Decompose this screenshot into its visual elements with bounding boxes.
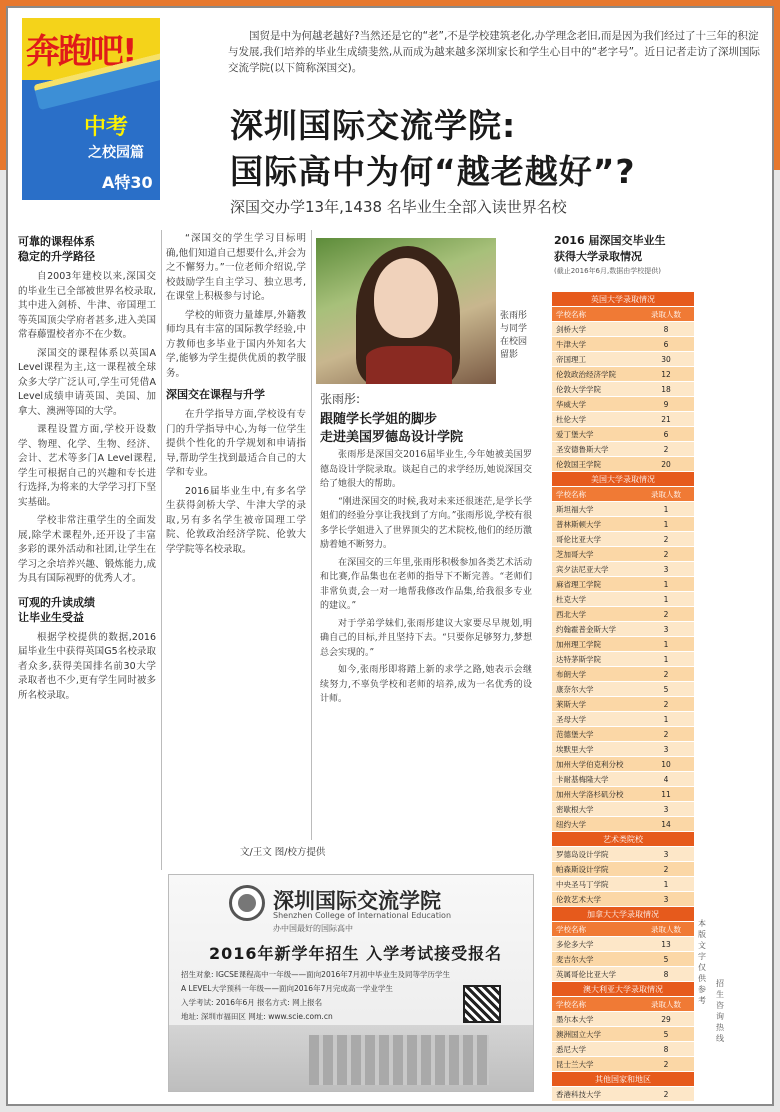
school-name: 纽约大学	[556, 820, 586, 829]
header-school: 学校名称	[556, 490, 586, 499]
table-row	[552, 1042, 694, 1057]
table-row	[552, 892, 694, 907]
table-row	[552, 397, 694, 412]
header-school: 学校名称	[556, 310, 586, 319]
table-row	[552, 952, 694, 967]
table-row	[552, 442, 694, 457]
table-row	[552, 607, 694, 622]
margin-note: 本版文字仅供参考	[698, 919, 706, 1005]
school-name: 伦敦大学学院	[556, 385, 601, 394]
school-name: 英属哥伦比亚大学	[556, 970, 616, 979]
ad-line: 入学考试: 2016年6月 报名方式: 网上报名	[181, 998, 323, 1007]
admit-count: 20	[661, 460, 671, 469]
admissions-table	[552, 292, 694, 1102]
school-name: 宾夕法尼亚大学	[556, 565, 609, 574]
admit-count: 5	[663, 955, 669, 964]
photo-face-shape	[374, 258, 438, 338]
header-count: 录取人数	[651, 1000, 681, 1009]
margin-note-2: 招生咨询热线	[716, 979, 724, 1043]
column-divider	[311, 230, 312, 840]
admit-count: 3	[663, 895, 669, 904]
left-heading-2b: 让毕业生受益	[18, 610, 84, 624]
admit-count: 2	[663, 730, 669, 739]
school-name: 杜克大学	[556, 595, 586, 604]
admit-count: 2	[663, 700, 669, 709]
feature-para: 在深国交的三年里,张雨彤积极参加各类艺术活动和比赛,作品集也在老师的指导下不断完善。“老师们非常负责,会一对一地帮我修改作品集,给我很多专业的建议。”	[320, 557, 532, 611]
middle-heading: 深国交在课程与升学	[166, 388, 265, 401]
table-row	[552, 862, 694, 877]
school-crest-icon	[229, 885, 265, 921]
admit-count: 2	[663, 1090, 669, 1099]
middle-para: 在升学指导方面,学校设有专门的升学指导中心,为每一位学生提供个性化的升学规划和申请指导,帮助学生找到最适合自己的大学和专业。	[166, 409, 306, 478]
school-name: 澳洲国立大学	[556, 1030, 601, 1039]
table-row	[552, 787, 694, 802]
left-heading-2	[18, 595, 156, 625]
admit-count: 8	[663, 970, 669, 979]
middle-column	[166, 232, 306, 836]
admit-count: 4	[663, 775, 669, 784]
school-name: 墨尔本大学	[556, 1015, 594, 1024]
school-name: 卡耐基梅隆大学	[556, 775, 609, 784]
logo-title: 奔跑吧!	[26, 32, 136, 72]
admit-count: 6	[663, 430, 669, 439]
table-row	[552, 367, 694, 382]
table-header-row	[552, 307, 694, 322]
table-row	[552, 727, 694, 742]
left-heading-1b: 稳定的升学路径	[18, 250, 95, 263]
left-para: 深国交的课程体系以英国A Level课程为主,这一课程被全球众多大学广泛认可,学生可凭借A Level成绩申请英国、美国、加拿大、澳洲等国的大学。	[18, 347, 156, 417]
school-name: 普林斯顿大学	[556, 520, 601, 529]
school-name: 密歇根大学	[556, 805, 594, 814]
admit-count: 14	[661, 820, 671, 829]
ad-slogan: 办中国最好的国际高中	[273, 924, 353, 933]
table-row	[552, 802, 694, 817]
admit-count: 2	[663, 865, 669, 874]
school-name: 中央圣马丁学院	[556, 880, 609, 889]
admit-count: 1	[663, 520, 669, 529]
qr-code-icon	[463, 985, 501, 1023]
table-row	[552, 427, 694, 442]
school-name: 埃默里大学	[556, 745, 594, 754]
admit-count: 29	[661, 1015, 671, 1024]
school-name: 昆士兰大学	[556, 1060, 594, 1069]
logo-exam: 中考	[84, 115, 129, 140]
byline: 文/王文 图/校方提供	[240, 847, 326, 858]
ad-school-name: 深圳国际交流学院	[273, 889, 441, 913]
table-row	[552, 967, 694, 982]
admit-count: 2	[663, 610, 669, 619]
table-row	[552, 757, 694, 772]
school-name: 牛津大学	[556, 340, 586, 349]
table-row	[552, 337, 694, 352]
school-name: 麻省理工学院	[556, 580, 601, 589]
school-name: 芝加哥大学	[556, 550, 594, 559]
admit-count: 12	[661, 370, 671, 379]
school-name: 华威大学	[556, 400, 586, 409]
left-para: 课程设置方面,学校开设数学、物理、化学、生物、经济、会计、艺术等多门A Level课程,学生可根据自己的兴趣和专长进行选择,为将来的大学学习打下坚实基础。	[18, 424, 156, 508]
table-row	[552, 1012, 694, 1027]
admit-count: 5	[663, 685, 669, 694]
feature-para: “刚进深国交的时候,我对未来还很迷茫,是学长学姐们的经验分享让我找到了方向。”张雨彤说,学校有很多学长学姐进入了世界顶尖的艺术院校,他们的经历激励着她不断努力。	[320, 496, 532, 550]
table-row	[552, 547, 694, 562]
admit-count: 11	[661, 790, 671, 799]
headline-line-1: 深圳国际交流学院:	[230, 106, 517, 145]
header-count: 录取人数	[651, 490, 681, 499]
table-section-heading: 澳大利亚大学录取情况	[552, 982, 694, 997]
table-row	[552, 412, 694, 427]
student-photo	[316, 238, 496, 384]
school-name: 伦敦国王学院	[556, 460, 601, 469]
school-name: 莱斯大学	[556, 700, 586, 709]
campus-building-facade	[309, 1035, 489, 1085]
table-row	[552, 517, 694, 532]
table-section-heading: 美国大学录取情况	[552, 472, 694, 487]
admit-count: 30	[661, 355, 671, 364]
header-school: 学校名称	[556, 925, 586, 934]
school-name: 剑桥大学	[556, 325, 586, 334]
school-name: 加州大学伯克利分校	[556, 760, 624, 769]
table-row	[552, 937, 694, 952]
table-row	[552, 1027, 694, 1042]
table-row	[552, 577, 694, 592]
table-header-row	[552, 922, 694, 937]
header-count: 录取人数	[651, 925, 681, 934]
admit-count: 1	[663, 655, 669, 664]
table-header-row	[552, 487, 694, 502]
header-count: 录取人数	[651, 310, 681, 319]
admit-count: 1	[663, 595, 669, 604]
subheadline: 深国交办学13年,1438 名毕业生全部入读世界名校	[230, 198, 567, 216]
feature-para: 对于学弟学妹们,张雨彤建议大家要尽早规划,明确自己的目标,并且坚持下去。“只要你足够努力,梦想总会实现的。”	[320, 618, 532, 658]
school-name: 伦敦政治经济学院	[556, 370, 616, 379]
school-name: 西北大学	[556, 610, 586, 619]
table-header-row	[552, 997, 694, 1012]
school-name: 香港科技大学	[556, 1090, 601, 1099]
column-divider	[161, 230, 162, 870]
table-row	[552, 682, 694, 697]
left-column	[18, 232, 156, 1092]
table-section-heading: 其他国家和地区	[552, 1072, 694, 1087]
ad-school-english-name: Shenzhen College of International Education	[273, 911, 452, 920]
admit-count: 5	[663, 1030, 669, 1039]
school-name: 布朗大学	[556, 670, 586, 679]
school-name: 多伦多大学	[556, 940, 594, 949]
table-row	[552, 592, 694, 607]
sidebar-title-2: 获得大学录取情况	[554, 250, 642, 263]
admit-count: 2	[663, 535, 669, 544]
left-para: 根据学校提供的数据,2016届毕业生中获得英国G5名校录取者众多,获得美国排名前30大学录取者也不少,更有学生同时被多所名校录取。	[18, 631, 156, 701]
feature-name: 张雨彤:	[320, 392, 361, 406]
admit-count: 1	[663, 880, 669, 889]
newspaper-page	[6, 6, 774, 1106]
left-para: 自2003年建校以来,深国交的毕业生已全部被世界名校录取,其中进入剑桥、牛津、帝国理工等英国顶尖学府者甚多,进入美国常春藤盟校者亦不在少数。	[18, 271, 156, 340]
left-heading-2a: 可观的升读成绩	[18, 595, 95, 609]
table-row	[552, 1087, 694, 1102]
sidebar-title-1: 2016 届深国交毕业生	[554, 234, 666, 247]
feature-title-1: 跟随学长学姐的脚步	[320, 412, 438, 427]
school-name: 达特茅斯学院	[556, 655, 601, 664]
masthead-logo	[22, 18, 160, 200]
school-name: 爱丁堡大学	[556, 430, 594, 439]
table-row	[552, 847, 694, 862]
table-row	[552, 1057, 694, 1072]
school-name: 麦吉尔大学	[556, 955, 594, 964]
school-name: 范德堡大学	[556, 730, 594, 739]
table-row	[552, 382, 694, 397]
table-section-heading: 艺术类院校	[552, 832, 694, 847]
sidebar-note: (截止2016年6月,数据由学校提供)	[554, 267, 661, 275]
school-name: 杜伦大学	[556, 415, 586, 424]
table-row	[552, 712, 694, 727]
table-row	[552, 742, 694, 757]
table-row	[552, 322, 694, 337]
ad-line: A LEVEL大学预科一年级——面向2016年7月完成高一学业学生	[181, 984, 393, 993]
left-heading-1	[18, 234, 156, 264]
admit-count: 1	[663, 505, 669, 514]
table-section-heading: 英国大学录取情况	[552, 292, 694, 307]
ad-line: 招生对象: IGCSE课程高中一年级——面向2016年7月初中毕业生及同等学历学生	[181, 970, 451, 979]
admit-count: 1	[663, 580, 669, 589]
edition-label: A特30	[102, 173, 153, 192]
school-name: 伦敦艺术大学	[556, 895, 601, 904]
admit-count: 2	[663, 1060, 669, 1069]
admit-count: 2	[663, 670, 669, 679]
school-name: 康奈尔大学	[556, 685, 594, 694]
admit-count: 3	[663, 565, 669, 574]
table-row	[552, 457, 694, 472]
admit-count: 13	[661, 940, 671, 949]
photo-scarf-shape	[366, 346, 452, 384]
school-name: 罗德岛设计学院	[556, 850, 609, 859]
admit-count: 8	[663, 1045, 669, 1054]
school-name: 帝国理工	[556, 355, 586, 364]
table-row	[552, 352, 694, 367]
admit-count: 3	[663, 850, 669, 859]
ad-line: 地址: 深圳市福田区 网址: www.scie.com.cn	[181, 1012, 333, 1021]
left-heading-1a: 可靠的课程体系	[18, 235, 95, 248]
table-row	[552, 502, 694, 517]
school-name: 加州大学洛杉矶分校	[556, 790, 624, 799]
school-name: 斯坦福大学	[556, 505, 594, 514]
feature-title-2: 走进美国罗德岛设计学院	[320, 430, 464, 445]
table-row	[552, 622, 694, 637]
school-name: 约翰霍普金斯大学	[556, 625, 616, 634]
admit-count: 3	[663, 805, 669, 814]
admit-count: 10	[661, 760, 671, 769]
table-row	[552, 637, 694, 652]
admit-count: 3	[663, 745, 669, 754]
admit-count: 3	[663, 625, 669, 634]
admit-count: 9	[663, 400, 669, 409]
school-name: 哥伦比亚大学	[556, 535, 601, 544]
logo-subtitle: 之校园篇	[88, 145, 144, 161]
feature-para: 张雨彤是深国交2016届毕业生,今年她被美国罗德岛设计学院录取。谈起自己的求学经历,她说深国交给了她很大的帮助。	[320, 450, 532, 489]
school-advertisement	[168, 874, 534, 1092]
middle-para: “深国交的学生学习目标明确,他们知道自己想要什么,并会为之不懈努力。”一位老师介绍说,学校鼓励学生自主学习、独立思考,在课堂上积极参与讨论。	[166, 233, 306, 302]
feature-para: 如今,张雨彤即将踏上新的求学之路,她表示会继续努力,不辜负学校和老师的培养,成为一名优秀的设计师。	[320, 665, 532, 704]
table-row	[552, 817, 694, 832]
admit-count: 18	[661, 385, 671, 394]
admit-count: 8	[663, 325, 669, 334]
middle-para: 2016届毕业生中,有多名学生获得剑桥大学、牛津大学的录取,另有多名学生被帝国理工学院、伦敦政治经济学院、伦敦大学学院等名校录取。	[166, 485, 306, 555]
school-name: 加州理工学院	[556, 640, 601, 649]
school-name: 圣母大学	[556, 715, 586, 724]
header-school: 学校名称	[556, 1000, 586, 1009]
table-row	[552, 532, 694, 547]
headline-line-2: 国际高中为何“越老越好”?	[230, 152, 636, 191]
admit-count: 2	[663, 445, 669, 454]
table-row	[552, 667, 694, 682]
ad-title: 2016年新学年招生 入学考试接受报名	[209, 944, 503, 963]
school-name: 悉尼大学	[556, 1045, 586, 1054]
table-section-heading: 加拿大大学录取情况	[552, 907, 694, 922]
admit-count: 1	[663, 715, 669, 724]
table-row	[552, 652, 694, 667]
table-row	[552, 562, 694, 577]
table-row	[552, 877, 694, 892]
intro-paragraph: 国贸是中为何越老越好?当然还是它的“老”,不是学校建筑老化,办学理念老旧,而是因为我们经过了十三年的积淀与发展,我们培养的毕业生成绩斐然,从而成为越来越多深圳家长和学生心目中的“老字号”。近日记者走访了深圳国际交流学院(以下简称深国交)。	[228, 30, 761, 74]
feature-body	[320, 448, 532, 848]
photo-side-caption: 张雨彤与同学在校园留影	[500, 311, 528, 360]
school-name: 帕森斯设计学院	[556, 865, 609, 874]
middle-para: 学校的师资力量雄厚,外籍教师均具有丰富的国际教学经验,中方教师也多毕业于国内外知名大学,能够为学生提供优质的教学服务。	[166, 309, 306, 379]
admit-count: 6	[663, 340, 669, 349]
school-name: 圣安德鲁斯大学	[556, 445, 609, 454]
admit-count: 1	[663, 640, 669, 649]
admit-count: 21	[661, 415, 671, 424]
left-para: 学校非常注重学生的全面发展,除学术课程外,还开设了丰富多彩的课外活动和社团,让学生在学习之余培养兴趣、锻炼能力,成为具有国际视野的优秀人才。	[18, 515, 156, 584]
table-row	[552, 772, 694, 787]
table-row	[552, 697, 694, 712]
admit-count: 2	[663, 550, 669, 559]
